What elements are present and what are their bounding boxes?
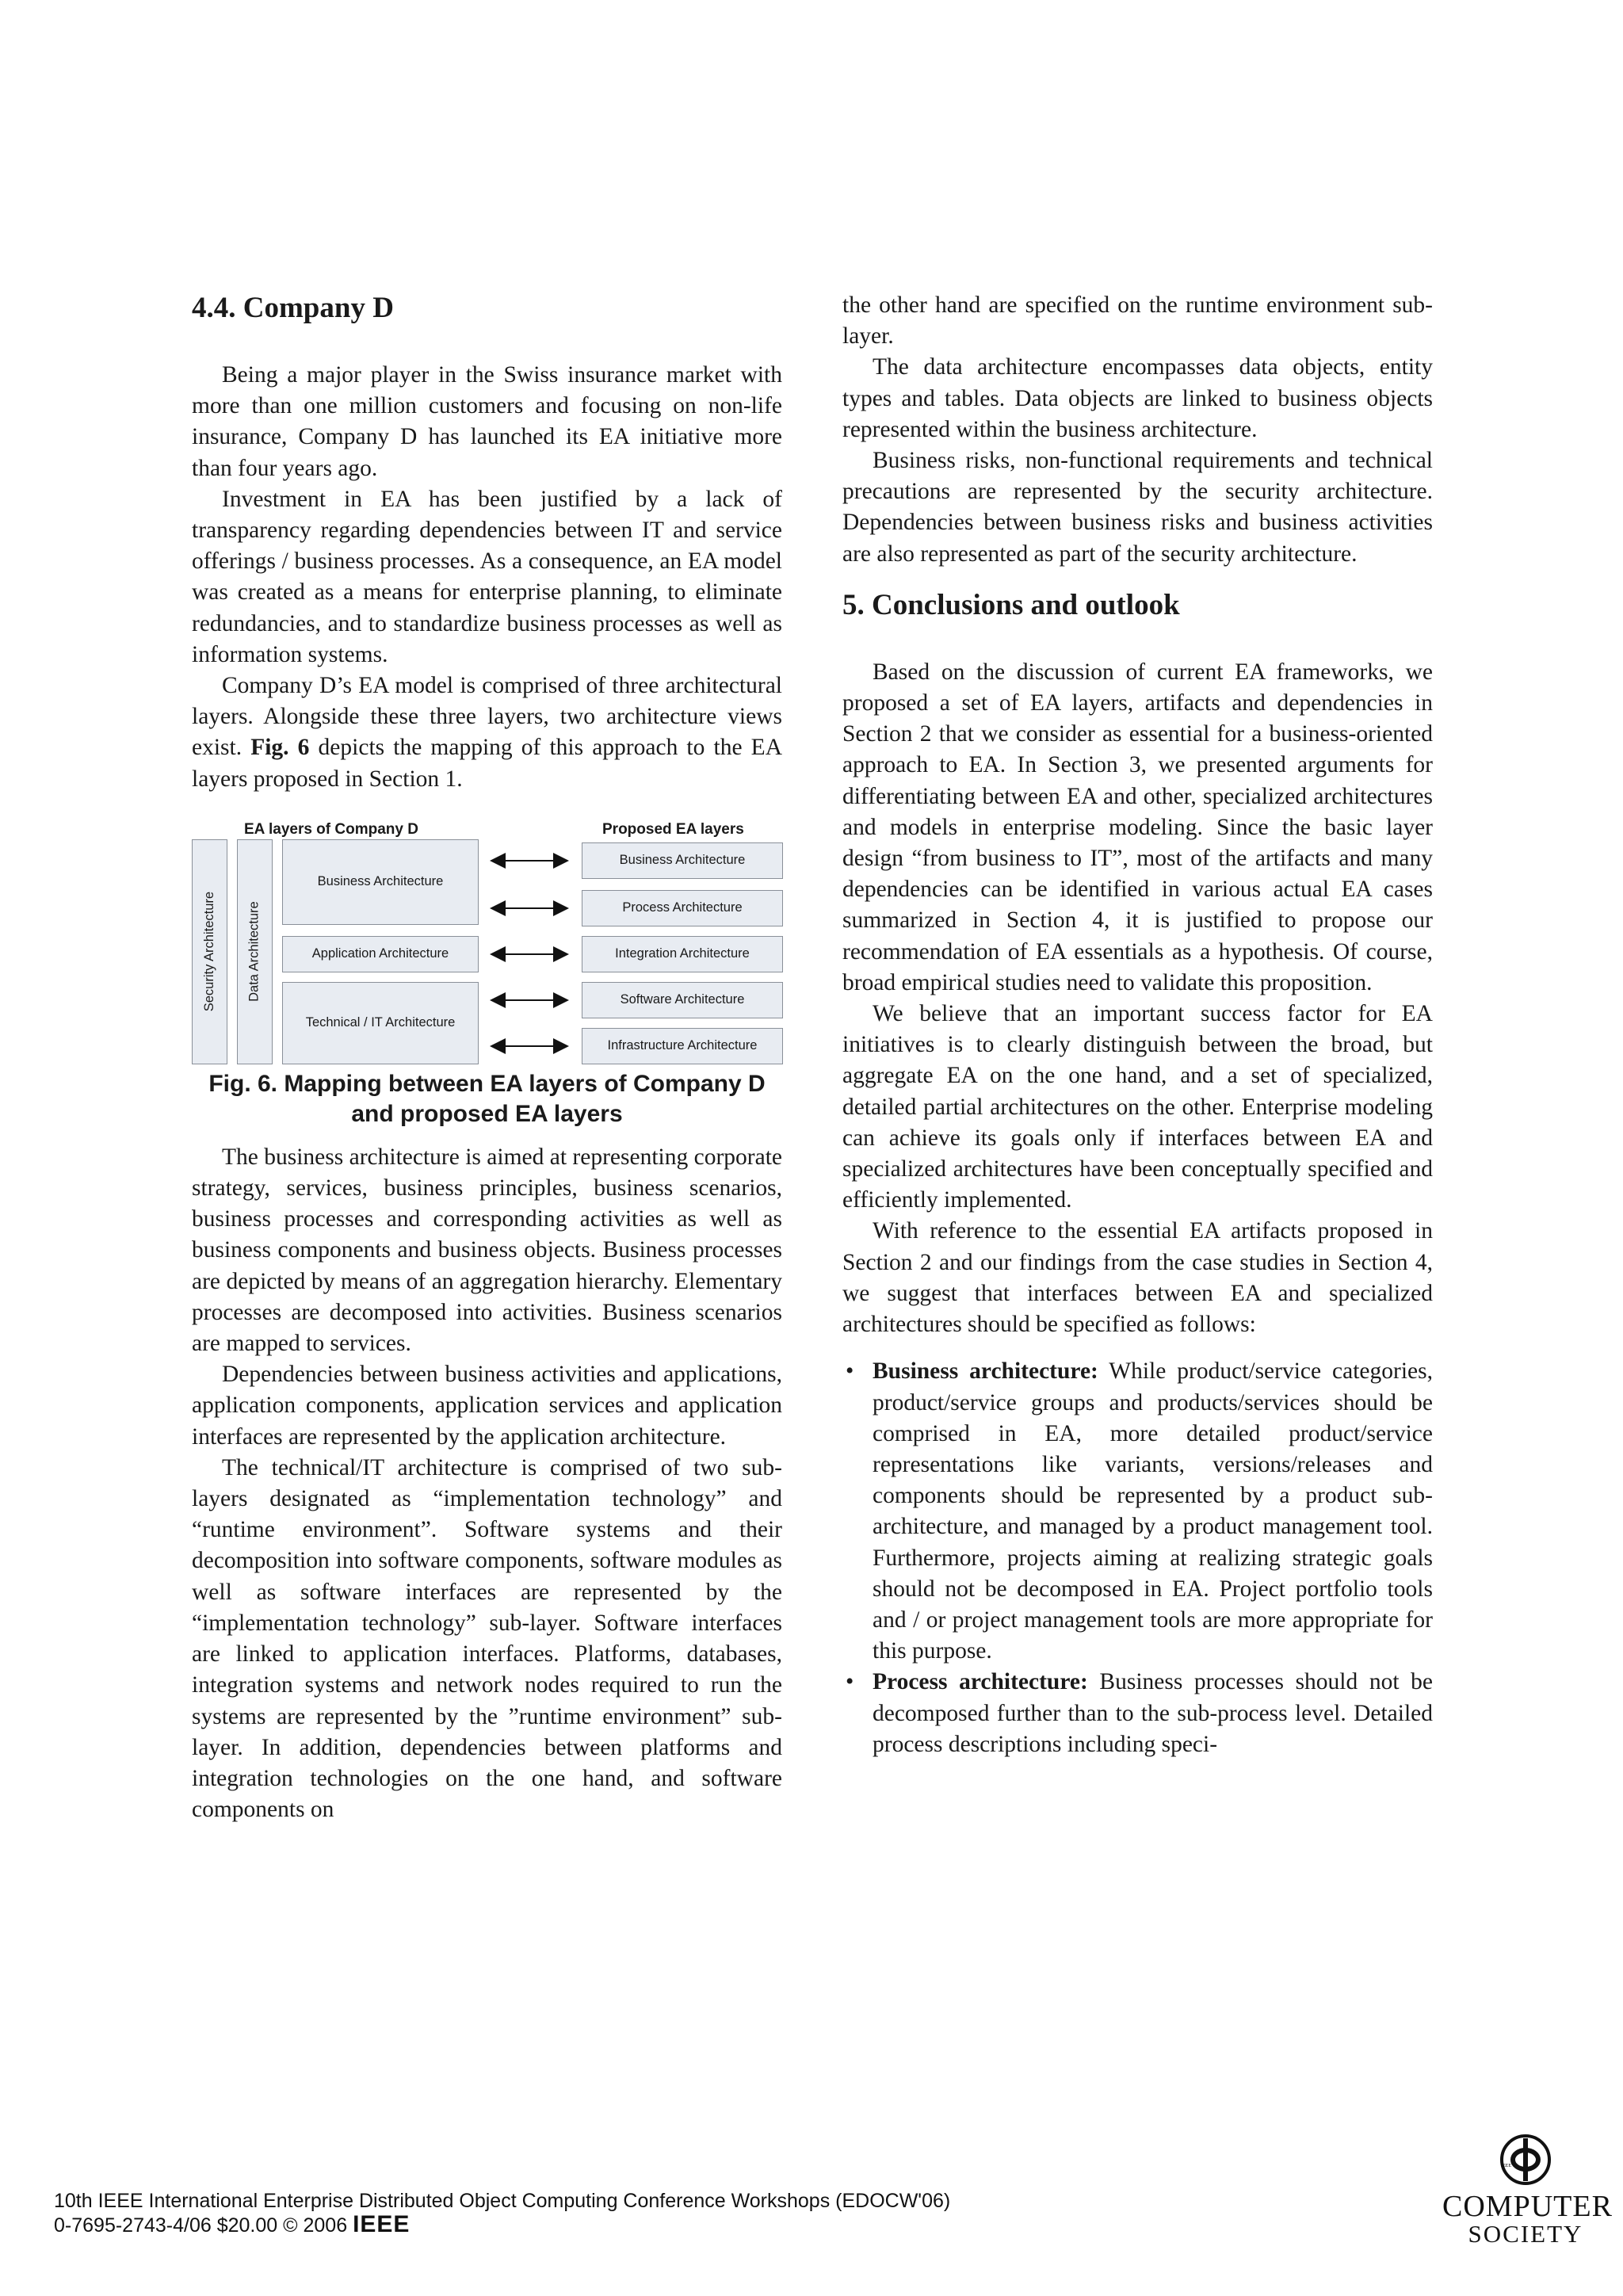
computer-society-logo [1442,2132,1613,2251]
paragraph: With reference to the essential EA artifacts proposed in Section 2 and our findings from the case studies in Section 4, we suggest that interfaces between EA and specialized architectures should be specified as follows: [842,1218,1433,1338]
figure-6 [192,814,782,1052]
figure-caption: Fig. 6. Mapping between EA layers of Company D and proposed EA layers [208,1070,766,1127]
security-architecture-box: Security Architecture [192,839,227,1064]
figure-reference: Fig. 6 [250,735,310,761]
list-item: • Process architecture: Business processes should not be decomposed further than to the sub-process level. Detailed process descriptions including speci- [842,1667,1433,1760]
paragraph: Investment in EA has been justified by a lack of transparency regarding dependencies between IT and service offerings / business processes. As a consequence, an EA model was created as a means for enterprise planning, to eliminate redundancies, and to standardize business processes as well as information systems. [192,486,782,667]
right-column [842,290,1433,1760]
bullet-icon: • [846,1669,854,1695]
proposed-integration-architecture-box: Integration Architecture [582,936,783,972]
proposed-business-architecture-box: Business Architecture [582,842,783,879]
proposed-process-architecture-box: Process Architecture [582,890,783,926]
paragraph: Company D’s EA model is comprised of three architectural layers. Alongside these three layers, two architecture views exist. Fig. 6 depicts the mapping of this approach to the EA layers proposed in Section 1. [192,673,782,792]
paragraph: We believe that an important success factor for EA initiatives is to clearly distinguish between the broad, but aggregate EA on the one hand, and a set of specialized, detailed partial architectures on the other. Enterprise modeling can achieve its goals only if interfaces between EA and specialized architectures have been conceptually specified and efficiently implemented. [842,1001,1433,1213]
mapping-arrows [192,814,782,1068]
logo-line-1: COMPUTER [1442,2190,1613,2223]
left-column [192,290,782,1825]
svg-text:IEEE: IEEE [1501,2164,1511,2168]
paragraph: the other hand are specified on the runtime environment sub-layer. [842,292,1433,350]
paragraph: Business risks, non-functional requirements and technical precautions are represented by the security architecture. Dependencies between business risks and business activities are also represented as part of the security architecture. [842,448,1433,567]
proposed-software-architecture-box: Software Architecture [582,982,783,1018]
application-architecture-box: Application Architecture [282,936,479,972]
paragraph: The business architecture is aimed at representing corporate strategy, services, business principles, business scenarios, business processes and corresponding activities as well as business components and business objects. Business processes are depicted by means of an aggregation hierarchy. Elementary processes are decomposed into activities. Business scenarios are mapped to services. [192,1144,782,1357]
logo-line-2: SOCIETY [1468,2220,1583,2248]
figure-right-title: Proposed EA layers [602,820,744,838]
bullet-icon: • [846,1358,854,1385]
figure-left-title: EA layers of Company D [244,820,418,838]
paragraph: The data architecture encompasses data objects, entity types and tables. Data objects are linked to business objects represented within the business architecture. [842,354,1433,442]
paragraph: Based on the discussion of current EA frameworks, we proposed a set of EA layers, artifacts and dependencies in Section 2 that we consider as essential for a business-oriented approach to EA. In Section 3, we presented arguments for differentiating between EA and other, specialized architectures and models in enterprise modeling. Since the basic layer design “from business to IT”, most of the artifacts and many dependencies can be identified in various actual EA cases summarized in Section 4, it is justified to propose our recommendation of EA essentials as a hypothesis. Of course, broad empirical studies need to validate this proposition. [842,659,1433,995]
ieee-wordmark: IEEE [353,2211,411,2237]
conference-line: 10th IEEE International Enterprise Distributed Object Computing Conference Workshops (EDOCW'06) [54,2190,951,2212]
recommendation-list [842,1356,1433,1760]
phi-logo-icon [1498,2132,1553,2187]
paragraph: Dependencies between business activities and applications, application components, application services and application interfaces are represented by the application architecture. [192,1362,782,1450]
data-architecture-box: Data Architecture [237,839,273,1064]
proposed-infrastructure-architecture-box: Infrastructure Architecture [582,1028,783,1064]
section-heading-company-d: 4.4. Company D [192,292,394,324]
section-heading-conclusions: 5. Conclusions and outlook [842,588,1180,621]
technical-architecture-box: Technical / IT Architecture [282,982,479,1064]
paragraph: The technical/IT architecture is comprised of two sub-layers designated as “implementation technology” and “runtime environment”. Software systems and their decomposition into software components, software modules as well as software interfaces are represented by the “implementation technology” sub-layer. Software interfaces are linked to application interfaces. Platforms, databases, integration systems and network nodes required to run the systems are represented by the ”runtime environment” sub-layer. In addition, dependencies between platforms and integration technologies on the one hand, and software components on [192,1454,782,1823]
paragraph: Being a major player in the Swiss insurance market with more than one million customers and focusing on non-life insurance, Company D has launched its EA initiative more than four years ago. [192,362,782,481]
list-item: • Business architecture: While product/service categories, product/service groups and products/services should be comprised in EA, more detailed product/service representations like variants, versions/releases and components should be represented by a product sub-architecture, and managed by a product management tool. Furthermore, projects aiming at realizing strategic goals should not be decomposed in EA. Project portfolio tools and / or project management tools are more appropriate for this purpose. [842,1356,1433,1667]
copyright-line: 0-7695-2743-4/06 $20.00 © 2006 IEEE [54,2211,411,2237]
page-footer [54,2189,950,2237]
business-architecture-box: Business Architecture [282,839,479,925]
